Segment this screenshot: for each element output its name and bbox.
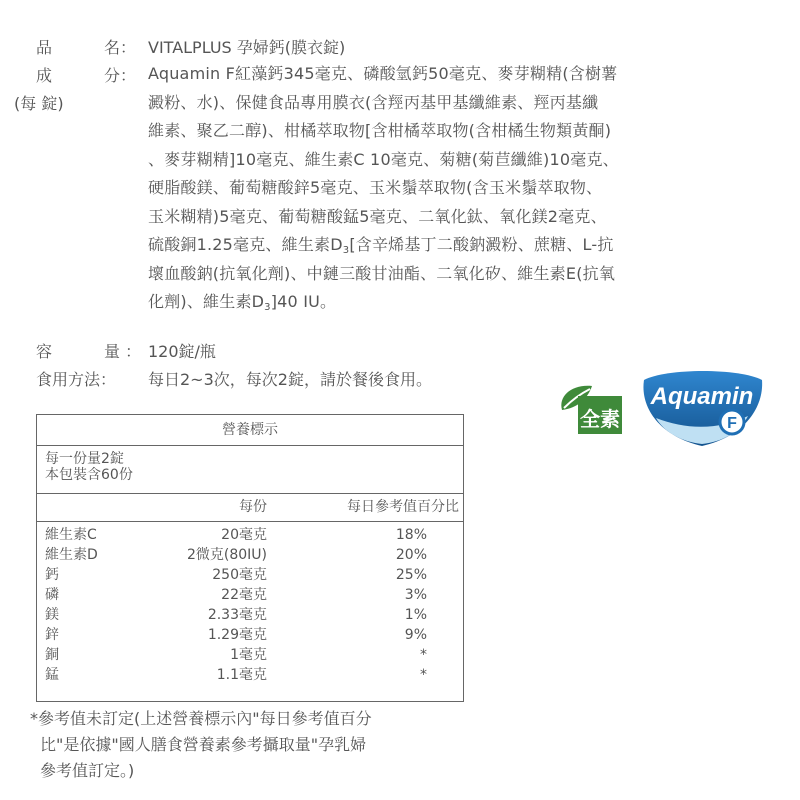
name-label-1: 品	[36, 38, 53, 57]
ingredients-label-1: 成	[36, 66, 53, 85]
ingredients-line: 硬脂酸鎂、葡萄糖酸鋅5毫克、玉米鬚萃取物(含玉米鬚萃取物、	[148, 178, 603, 197]
aquamin-text: Aquamin	[650, 383, 754, 410]
volume-label-1: 容	[36, 342, 53, 361]
footnote-line: 參考值訂定。)	[40, 761, 135, 780]
footnote	[30, 706, 470, 784]
nutrition-title: 營養標示	[222, 422, 278, 438]
vegan-badge	[548, 380, 628, 436]
nutrition-table	[36, 414, 464, 702]
table-row: 鋅 1.29毫克 9%	[45, 627, 427, 643]
ingredients-label-2: 分：	[104, 66, 137, 85]
ingredients-line: 硫酸銅1.25毫克、維生素$D_3$[含辛烯基丁二酸鈉澱粉、蔗糖、L-抗	[148, 235, 614, 256]
aquamin-logo	[636, 366, 768, 450]
ingredients-line: 、麥芽糊精]10毫克、維生素C 10毫克、菊糖(菊苣纖維)10毫克、	[148, 149, 619, 169]
ingredients-line: 化劑)、維生素$D_3]40$ IU。	[148, 292, 337, 313]
footnote-line: *參考值未訂定(上述營養標示內"每日參考值百分	[30, 709, 372, 728]
ingredients-line: 壞血酸鈉(抗氧化劑)、中鏈三酸甘油酯、二氧化矽、維生素E(抗氧	[148, 263, 616, 283]
volume-label-2: 量 ：	[104, 342, 142, 361]
table-row: 維生素C 20毫克 18%	[45, 527, 427, 543]
product-name-value: VITALPLUS 孕婦鈣(膜衣錠)	[148, 38, 346, 57]
ingredients-line: Aquamin F紅藻鈣345毫克、磷酸氫鈣50毫克、麥芽糊精(含樹薯	[148, 64, 618, 83]
col-per-serving: 每份	[239, 499, 267, 515]
table-row: 磷 22毫克 3%	[45, 587, 427, 603]
usage-label: 食用方法：	[36, 370, 117, 389]
footnote-line: 比"是依據"國人膳食營養素參考攝取量"孕乳婦	[40, 735, 367, 754]
ingredients-line: 玉米糊精)5毫克、葡萄糖酸錳5毫克、二氧化鈦、氧化鎂2毫克、	[148, 206, 607, 226]
ingredients-line: 澱粉、水)、保健食品專用膜衣(含羥丙基甲基纖維素、羥丙基纖	[148, 92, 599, 112]
ingredients-text	[148, 60, 778, 317]
volume-value: 120錠/瓶	[148, 342, 216, 361]
name-label-2: 名：	[104, 38, 137, 57]
leaf-icon	[548, 380, 628, 436]
table-row: 銅 1毫克 *	[45, 647, 427, 663]
col-daily-value: 每日參考值百分比	[347, 499, 459, 515]
table-row: 錳 1.1毫克 *	[45, 667, 427, 683]
table-row: 鈣 250毫克 25%	[45, 567, 427, 583]
vegan-badge-text: 全素	[580, 409, 620, 431]
usage-value: 每日2~3次，每次2錠，請於餐後食用。	[148, 370, 432, 389]
ingredients-sublabel: (每 錠)	[14, 94, 64, 113]
ingredients-line: 維素、聚乙二醇)、柑橘萃取物[含柑橘萃取物(含柑橘生物類黃酮)	[148, 121, 612, 140]
table-row: 鎂 2.33毫克 1%	[45, 607, 427, 623]
table-row: 維生素D 2微克(80IU) 20%	[45, 547, 427, 563]
servings-per-package: 本包裝含60份	[45, 467, 133, 483]
serving-size: 每一份量2錠	[45, 451, 124, 467]
aquamin-sub-text: F	[727, 415, 737, 432]
